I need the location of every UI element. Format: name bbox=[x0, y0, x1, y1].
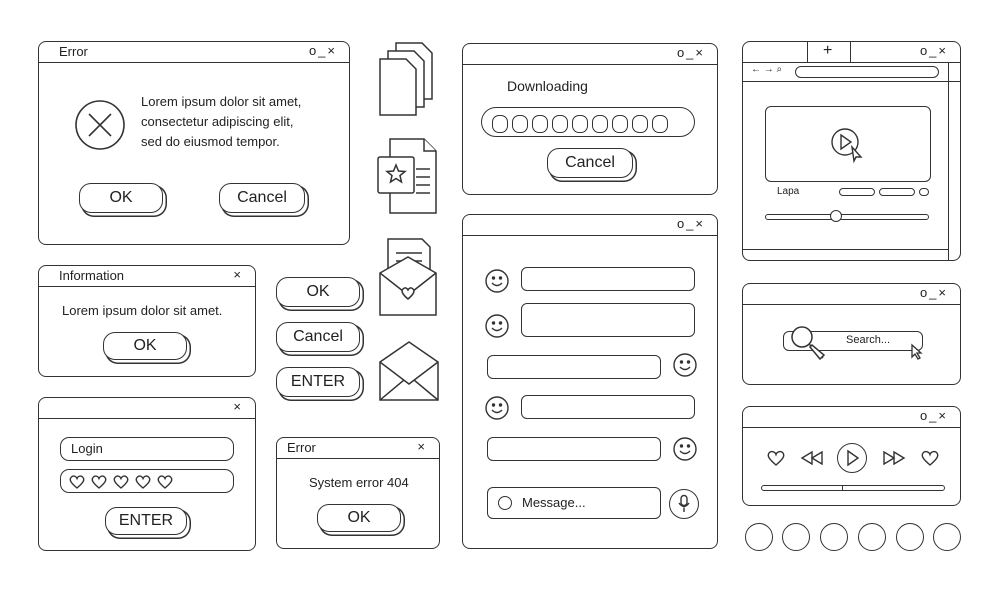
message-placeholder: Message... bbox=[522, 495, 586, 510]
window-controls[interactable]: o_× bbox=[919, 408, 948, 423]
download-heading: Downloading bbox=[507, 78, 588, 94]
progress-divider bbox=[842, 485, 843, 491]
magnifier-icon[interactable] bbox=[789, 324, 829, 364]
play-icon[interactable] bbox=[830, 127, 866, 163]
heart-icon[interactable] bbox=[921, 450, 939, 466]
play-button[interactable] bbox=[837, 443, 867, 473]
titlebar bbox=[743, 284, 960, 305]
system-error-dialog bbox=[276, 437, 440, 549]
nav-icons[interactable]: ← → ⌕ bbox=[751, 64, 783, 75]
dialog-title: Information bbox=[59, 268, 125, 283]
round-button[interactable] bbox=[820, 523, 848, 551]
ok-button[interactable]: OK bbox=[79, 183, 163, 213]
action-pill[interactable] bbox=[839, 188, 875, 196]
forward-icon[interactable] bbox=[883, 451, 905, 465]
progress-segment bbox=[652, 115, 668, 133]
progress-segment bbox=[492, 115, 508, 133]
player-window bbox=[742, 406, 961, 506]
browser-window bbox=[742, 41, 961, 261]
titlebar bbox=[39, 398, 255, 419]
information-dialog bbox=[38, 265, 256, 377]
password-hearts bbox=[69, 474, 181, 490]
smiley-icon bbox=[485, 396, 509, 420]
search-placeholder: Search... bbox=[846, 334, 891, 346]
progress-segment bbox=[532, 115, 548, 133]
cursor-icon bbox=[911, 344, 925, 360]
cancel-button[interactable]: Cancel bbox=[219, 183, 305, 213]
microphone-button[interactable] bbox=[669, 489, 699, 519]
progress-segment bbox=[612, 115, 628, 133]
love-letter-icon bbox=[378, 237, 438, 317]
action-pill[interactable] bbox=[919, 188, 929, 196]
heart-icon[interactable] bbox=[767, 450, 785, 466]
chat-bubble-outgoing bbox=[487, 437, 661, 461]
login-dialog bbox=[38, 397, 256, 551]
info-message: Lorem ipsum dolor sit amet. bbox=[62, 303, 223, 318]
message-line: Lorem ipsum dolor sit amet, bbox=[141, 94, 302, 109]
star-file-icon bbox=[376, 137, 438, 215]
window-controls[interactable]: o_× bbox=[308, 43, 337, 58]
window-controls[interactable]: o_× bbox=[919, 43, 948, 58]
video-area[interactable] bbox=[765, 106, 931, 182]
rewind-icon[interactable] bbox=[801, 451, 823, 465]
smiley-icon bbox=[673, 437, 697, 461]
error-dialog bbox=[38, 41, 350, 245]
chat-window bbox=[462, 214, 718, 549]
x-circle-icon bbox=[75, 100, 125, 150]
chat-bubble-incoming bbox=[521, 267, 695, 291]
search-window bbox=[742, 283, 961, 385]
progress-track[interactable] bbox=[761, 485, 945, 491]
round-button[interactable] bbox=[745, 523, 773, 551]
round-button[interactable] bbox=[858, 523, 886, 551]
round-button[interactable] bbox=[896, 523, 924, 551]
message-input[interactable] bbox=[487, 487, 661, 519]
progress-segment bbox=[592, 115, 608, 133]
error-message bbox=[141, 92, 301, 152]
message-status-dot bbox=[498, 496, 512, 510]
address-bar[interactable] bbox=[795, 66, 939, 78]
play-icon bbox=[847, 450, 859, 466]
window-controls[interactable]: o_× bbox=[676, 216, 705, 231]
ok-button[interactable]: OK bbox=[103, 332, 187, 360]
titlebar bbox=[39, 42, 349, 63]
scrollbar[interactable] bbox=[948, 63, 960, 260]
smiley-icon bbox=[485, 269, 509, 293]
close-icon[interactable]: × bbox=[417, 439, 427, 454]
chat-bubble-outgoing bbox=[487, 355, 661, 379]
seek-track[interactable] bbox=[765, 214, 929, 220]
titlebar bbox=[277, 438, 439, 459]
progress-segment bbox=[552, 115, 568, 133]
progress-segment bbox=[632, 115, 648, 133]
heart-icon bbox=[114, 476, 128, 488]
message-line: consectetur adipiscing elit, bbox=[141, 114, 294, 129]
envelope-icon bbox=[378, 340, 440, 402]
titlebar bbox=[743, 407, 960, 428]
heart-icon bbox=[136, 476, 150, 488]
titlebar bbox=[743, 42, 960, 63]
smiley-icon bbox=[673, 353, 697, 377]
watermark-id bbox=[0, 429, 65, 455]
login-field[interactable] bbox=[60, 437, 234, 461]
video-caption: Lapa bbox=[777, 186, 800, 197]
download-dialog bbox=[462, 43, 718, 195]
ok-button[interactable]: OK bbox=[276, 277, 360, 307]
heart-icon bbox=[70, 476, 84, 488]
window-controls[interactable]: o_× bbox=[919, 285, 948, 300]
address-row bbox=[743, 63, 960, 82]
ok-button[interactable]: OK bbox=[317, 504, 401, 532]
bottom-bar bbox=[743, 249, 949, 260]
dialog-title: Error bbox=[59, 44, 88, 59]
login-value: Login bbox=[71, 441, 103, 456]
password-field[interactable] bbox=[60, 469, 234, 493]
cancel-button[interactable]: Cancel bbox=[276, 322, 360, 352]
smiley-icon bbox=[485, 314, 509, 338]
enter-button[interactable]: ENTER bbox=[105, 507, 187, 535]
titlebar bbox=[463, 44, 717, 65]
round-button[interactable] bbox=[782, 523, 810, 551]
cancel-button[interactable]: Cancel bbox=[547, 148, 633, 178]
round-button[interactable] bbox=[933, 523, 961, 551]
close-icon[interactable]: × bbox=[233, 399, 243, 414]
enter-button[interactable]: ENTER bbox=[276, 367, 360, 397]
system-error-message: System error 404 bbox=[309, 475, 409, 490]
titlebar bbox=[39, 266, 255, 287]
heart-icon bbox=[92, 476, 106, 488]
chat-bubble-incoming bbox=[521, 303, 695, 337]
chat-bubble-incoming bbox=[521, 395, 695, 419]
seek-handle[interactable] bbox=[830, 210, 842, 222]
microphone-icon bbox=[678, 495, 690, 513]
close-icon[interactable]: × bbox=[233, 267, 243, 282]
add-tab-icon[interactable]: + bbox=[823, 42, 833, 59]
heart-icon bbox=[158, 476, 172, 488]
action-pill[interactable] bbox=[879, 188, 915, 196]
window-controls[interactable]: o_× bbox=[676, 45, 705, 60]
dialog-title: Error bbox=[287, 440, 316, 455]
documents-stack-icon bbox=[378, 41, 438, 117]
progress-segment bbox=[572, 115, 588, 133]
titlebar bbox=[463, 215, 717, 236]
progress-segment bbox=[512, 115, 528, 133]
message-line: sed do eiusmod tempor. bbox=[141, 134, 280, 149]
download-progress-bar bbox=[481, 107, 695, 137]
